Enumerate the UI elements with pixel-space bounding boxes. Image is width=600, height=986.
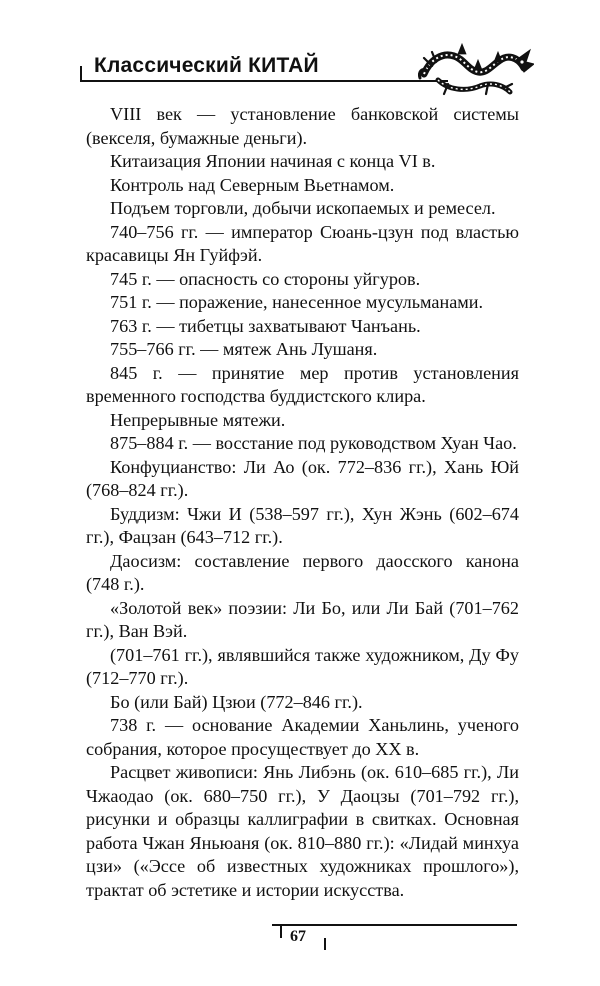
paragraph: 740–756 гг. — император Сюань-цзун под властью красавицы Ян Гуйфэй. xyxy=(86,221,519,265)
header-rule xyxy=(80,80,448,82)
main-text xyxy=(86,103,519,902)
paragraph: Буддизм: Чжи И (538–597 гг.), Хун Жэнь (602–674 гг.), Фацзан (643–712 гг.). xyxy=(86,503,519,547)
paragraph: 755–766 гг. — мятеж Ань Лушаня. xyxy=(110,339,378,359)
paragraph: Подъем торговли, добычи ископаемых и ремесел. xyxy=(110,198,496,218)
paragraph: Бо (или Бай) Цзюи (772–846 гг.). xyxy=(110,691,363,712)
paragraph: 738 г. — основание Академии Ханьлинь, ученого собрания, которое просуществует до XX в. xyxy=(86,715,519,759)
paragraph: 763 г. — тибетцы захватывают Чанъань. xyxy=(110,315,421,336)
paragraph: «Золотой век» поэзии: Ли Бо, или Ли Бай (701–762 гг.), Ван Вэй. xyxy=(86,597,519,641)
book-title: Классический КИТАЙ xyxy=(94,54,319,77)
paragraph: Непрерывные мятежи. xyxy=(110,409,286,430)
paragraph: Конфуцианство: Ли Ао (ок. 772–836 гг.), Хань Юй (768–824 гг.). xyxy=(86,456,519,500)
paragraph: Китаизация Японии начиная с конца VI в. xyxy=(110,151,436,171)
paragraph: Контроль над Северным Вьетнамом. xyxy=(110,174,395,195)
paragraph: VIII век — установление банковской системы (векселя, бумажные деньги). xyxy=(86,104,519,148)
paragraph: Расцвет живописи: Янь Либэнь (ок. 610–685 гг.), Ли Чжаодао (ок. 680–750 гг.), У Даоцзы (701–792 гг.), рисунки и образцы каллиграфии в свитках. Основная работа Чжан Яньюаня (ок. 810–880 гг.): «Лидай минхуа цзи» («Эссе об известных художниках прошлого»), трактат об эстетике и истории искусства. xyxy=(86,762,519,900)
running-header xyxy=(80,40,520,84)
page-footer xyxy=(272,916,532,956)
footer-rule xyxy=(272,924,517,926)
paragraph: 751 г. — поражение, нанесенное мусульманами. xyxy=(110,292,484,312)
page-number: 67 xyxy=(290,928,306,945)
paragraph: (701–761 гг.), являвшийся также художником, Ду Фу (712–770 гг.). xyxy=(86,644,519,688)
paragraph: Даосизм: составление первого даосского канона (748 г.). xyxy=(86,550,519,594)
footer-rule-tick xyxy=(324,938,326,950)
dragon-icon xyxy=(418,40,534,96)
paragraph: 875–884 г. — восстание под руководством Хуан Чао. xyxy=(110,433,517,453)
paragraph: 845 г. — принятие мер против установления временного господства буддистского клира. xyxy=(86,362,519,406)
paragraph: 745 г. — опасность со стороны уйгуров. xyxy=(110,268,421,289)
footer-rule-tick xyxy=(280,924,282,938)
